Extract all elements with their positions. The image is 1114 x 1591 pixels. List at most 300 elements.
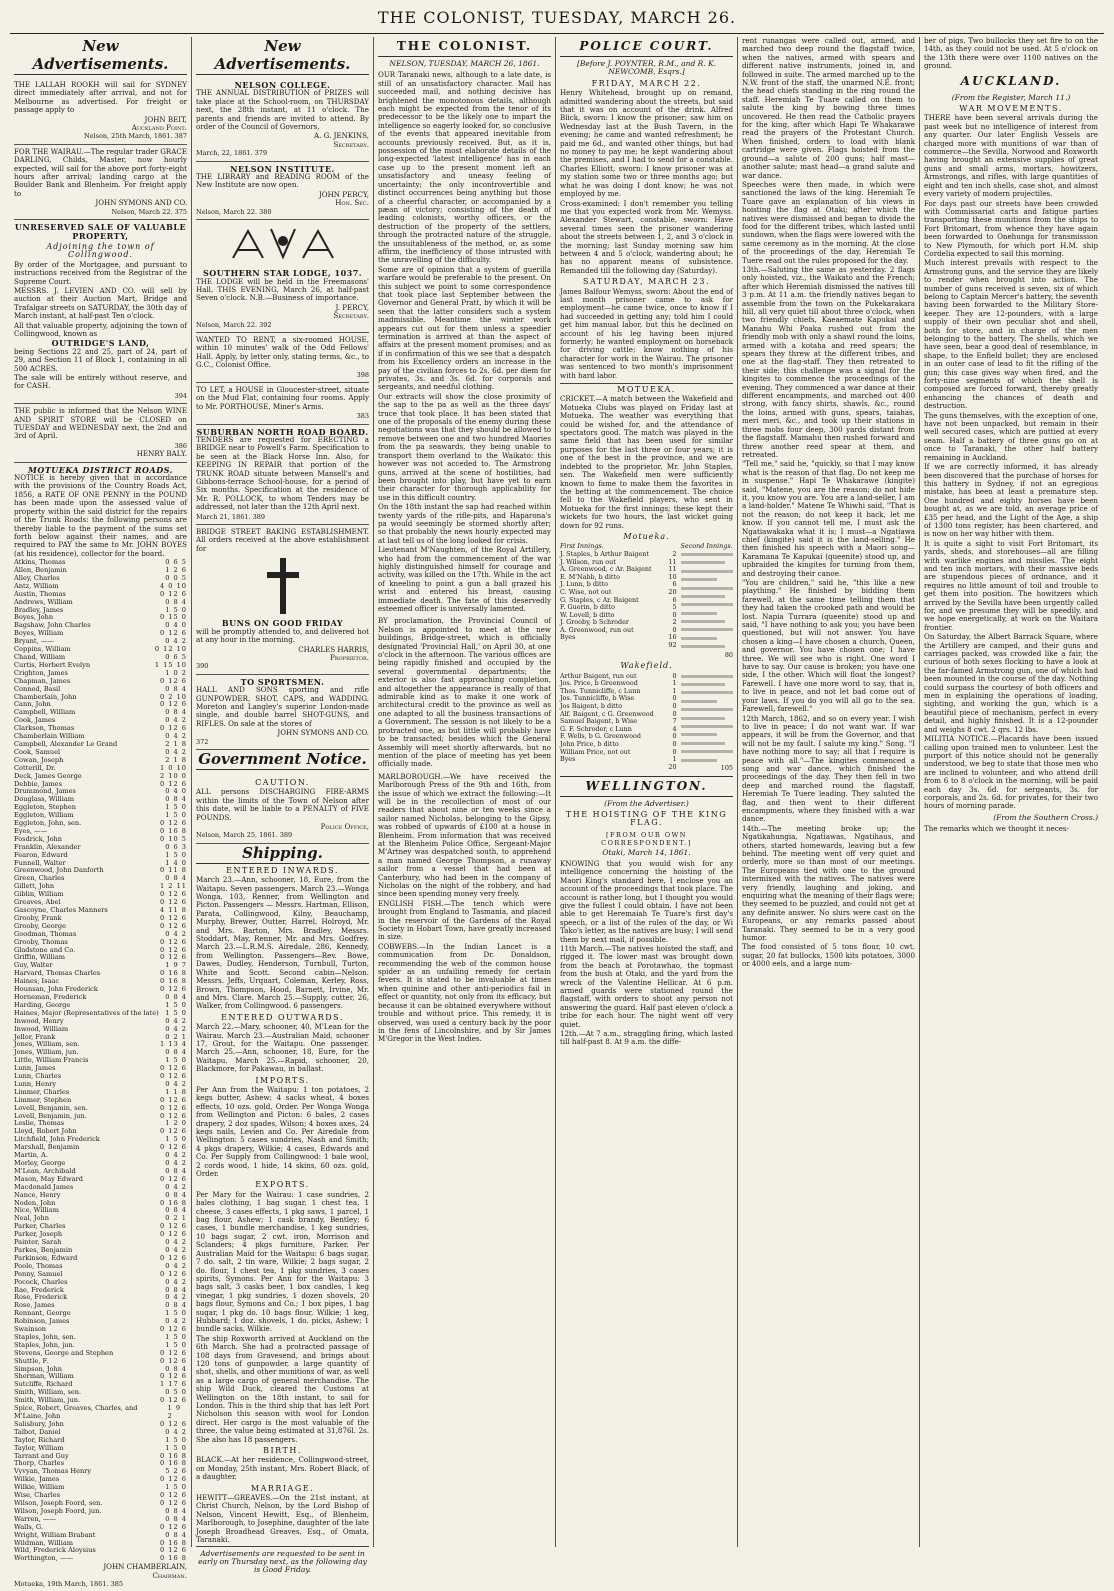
scorecard-row [560,749,677,757]
batsman: W. Lovell, b ditto [560,610,615,619]
rate-entry-amount: 0 5 0 [165,1388,187,1397]
rate-entry-amount: 0 4 2 [165,1016,187,1025]
batsman: J. Staples, b Arthur Baigent [560,549,649,558]
birth-heading: BIRTH. [263,1446,302,1456]
rate-entry-name: Penny, Samuel [14,1269,63,1278]
rate-entry-amount: 0 8 4 [165,1048,187,1057]
rate-entry-amount: 1 5 0 [165,803,187,812]
ad-reference: Nelson, 25th March, 1861. 387 [84,132,187,141]
batsman: Jos. Tunnicliffe, b Wise [560,694,635,703]
ad-subtitle: Adjoining the town of Collingwood. [46,241,155,260]
ad-reference: 394 [174,391,187,400]
rate-list [14,559,187,1563]
rate-entry-amount: 0 4 2 [165,1182,187,1191]
rate-entry-name: Wilson, Joseph Foord, jun. [14,1506,102,1515]
rate-entry-amount: 0 4 2 [165,1427,187,1436]
rate-entry-name: Inwood, William [14,1024,69,1033]
shipping-note: The ship Roxworth arrived at Auckland on the 6th March. She had a protracted passage of 108 days from Gravesend, and brings about 120 tons of gunpowder, a large quantity of shot, shells, and other munitions of war, as well as a large cargo of general merchandise. The ship Wild Duck, cleared the Customs at Wellington on the 18th instant, to sail for London. This is the third ship that has left Port Nicholson this season with wool for London direct. Her cargo is the most valuable of the three, the value being estimated at 31,876l. 2s. She also has 18 passengers. [196,1333,369,1444]
rate-entry-name: Fosdrick, John [14,834,63,843]
rate-entry-name: Crighton, James [14,668,68,677]
scorecard-row [560,627,677,635]
rate-entry-amount: 1 5 0 [165,811,187,820]
rate-entry-amount: 0 12 6 [160,1064,187,1073]
runs: 0 [672,694,677,703]
court-day-heading: FRIDAY, MARCH 22. [591,78,702,88]
scorecard-innings-label: Second Innings. [680,542,733,551]
rate-entry-name: Jones, William, jun. [14,1048,79,1057]
rate-entry-name: Clarkson, Thomas [14,724,75,733]
runs: 0 [672,625,677,634]
cross-icon [196,556,369,616]
rate-entry-name: Mason, May Edward [14,1174,83,1183]
rate-entry-amount: 0 4 2 [165,1261,187,1270]
rate-entry-name: Giblin, William [14,890,64,899]
section-heading-shipping: Shipping. [196,844,369,864]
rate-entry-name: Thorp, Charles [14,1459,64,1468]
advertisement-notice: Advertisements are requested to be sent in early on Thursday next, as the following day is Good Friday. [196,1546,369,1575]
rate-entry-name: Taylor, William [14,1443,64,1452]
section-heading-new-advertisements: New Advertisements. [14,37,187,75]
rate-entry-name: Neal, John [14,1214,50,1223]
rate-entry-amount: 1 5 0 [165,850,187,859]
article-paragraph: Much interest prevails with respect to the Armstrong guns, and the service they are likely to render when brought into action. The number of guns received is seven, six of which belong to Captain Mercer's battery, the seventh having been forwarded to the Military Store-keeper. They are 12-pounders, with a large supply of their own peculiar shot and shell, both for store, and in charge of the men belonging to the battery. The shells, which we have seen, bear a good deal of resemblance, in shape, to the Enfield bullet; they are enclosed in an outer case of lead to fit the rifling of the gun; this case gives way when fired, and the forty-nine segments of which the shell is composed are forced forward, thereby greatly enhancing the chances of death and destruction. [924,258,1098,411]
rate-entry-amount: 0 4 2 [165,732,187,741]
shipping-outwards-heading: ENTERED OUTWARDS. [221,1012,344,1022]
ad-title: UNRESERVED SALE OF VALUABLE PROPERTY, [14,222,187,241]
exports-text: Per Mary for the Wairau: 1 case sundries, 2 bales clothing, 1 bag sugar, 1 chest tea, 1 cheese, 3 cases effects, 1 pkg saws, 1 parcel, 1 bag flour, Ashew; 1 cask brandy, Bentley; 6 cases, 1 bundle merchandise, 1 keg sundries, 10 bags sugar, 2 cwt. iron, Morrison and Sclanders; 4 pkgs furniture, Parker. Per Australian Maid for the Waitapu: 6 bags sugar, 7 do. salt, 2 tin ware, Wilkie; 2 bags sugar, 2 do. flour, 1 chest tea, 1 pkg sundries, 3 cases spirits, Symons. Per Ann for the Waitapu: 3 bags salt, 3 casks beer, 1 box candles, 1 keg vinegar, 1 pkg sundries, 1 dozen shovels, 20 bags flour, Symons and Co.; 1 box pipes, 1 bag sugar, 1 pkg do. 10 bags flour, Wilkie; 1 keg, Hubbard; 1 doz. shovels, 1 do. picks, Ashew; 1 bundle sacks, Wilkie. [196,1189,369,1334]
rate-entry-amount: 0 12 6 [160,1174,187,1183]
rate-entry-amount: 0 4 2 [165,1079,187,1088]
scorecard-team-motueka: Motueka. [623,531,670,541]
rate-entry-name: Painter, Sarah [14,1238,62,1247]
rate-entry-amount: 0 4 2 [165,1277,187,1286]
scorecard-total: 20 [668,762,677,771]
rate-entry-amount: 0 12 6 [160,937,187,946]
ad-text: The sale will be entirely without reserve, and for CASH. [14,373,187,391]
rate-entry-amount: 1 9 2 [167,1404,182,1420]
rate-entry-amount: 0 12 6 [160,724,187,733]
notice-text: ALL persons DISCHARGING FIRE-ARMS within the limits of the Town of Nelson after this date, will be liable to a PENALTY of FIVE POUNDS. [196,787,369,822]
notice-reference: Nelson, March 25, 1861. 389 [196,831,293,840]
king-flag-heading: THE HOISTING OF THE KING FLAG. [565,809,728,828]
rate-entry-name: Grooby, George [14,921,67,930]
rate-entry-name: Cann, John [14,700,51,709]
editorial-paragraph: Some are of opinion that a system of guerilla warfare would be preferable to the present. On this subject we point to some correspondence that took place last September between the Governor and General Pratt, by which it will be seen that the latter considers such a system inadmissible. Meantime the winter work appears cut out for them unless a speedier termination is arrived at than the aspect of affairs at the present moment promises; and as if in confirmation of this we see that a despatch from his Excellency orders an increase in the pay of the civilian forces to 2s. 6d. per diem for privates, 3s. and 3s. 6d. for corporals and sergeants, and needful clothing. [378,264,551,392]
paper-title: THE COLONIST, TUESDAY, MARCH 26. [377,8,737,27]
column-6 [920,37,1102,1547]
article-paragraph: On Saturday, the Albert Barrack Square, where the Artillery are camped, and their guns and carriages packed, was crowded like a fair, the curious of both sexes flocking to have a look at the far-famed Armstrong gun, one of which had been mounted in the course of the day. Nothing could surpass the courtesy of both officers and men in explaining the operations of loading, sighting, and working the gun, which is a beautiful piece of mechanism, perfect in every detail, and highly finished. It is a 12-pounder and weighs 8 cwt. 2 qrs. 12 lbs. [924,632,1098,734]
rate-entry-name: Austin, Thomas [14,589,66,598]
rate-entry-amount: 0 8 4 [165,795,187,804]
rate-entry-name: Lovell, Benjamin, jun. [14,1111,87,1120]
masonic-emblem-icon [196,223,369,263]
rate-entry-amount: 0 4 2 [165,1159,187,1167]
runs: 0 [672,610,677,619]
rate-entry-name: Goodman, Thomas [14,929,77,938]
rate-entry-amount: 0 2 1 [165,1032,187,1041]
rate-entry-name: Robinson, James [14,1317,70,1326]
rate-entry-name: Eggleton, William [14,811,74,820]
columns [10,36,1104,1589]
ad-text: BRIDGE STREET BAKING ESTABLISHMENT. All orders received at the above establishment for [196,527,369,553]
rate-entry-amount: 0 12 6 [160,921,187,930]
rate-entry-amount: 0 12 6 [160,1396,187,1405]
batsman: F. Guerin, b ditto [560,603,616,612]
rate-entry-name: Lloyd, Robert John [14,1127,77,1136]
ad-reference: 386 [174,441,187,450]
ad-title: TO SPORTSMEN. [240,676,325,687]
rate-entry-amount: 0 12 6 [160,1356,187,1365]
rate-entry-amount: 1 5 0 [165,1008,187,1017]
rate-entry-amount: 2 10 0 [160,771,187,780]
rate-entry-amount: 1 0 2 [165,668,187,677]
ad-reference: Nelson, March 22. 380 [196,207,272,216]
shipping-outwards-text: March 22.—Mary, schooner, 40, M'Lean for the Wairau. March 23.—Australian Maid, schooner 17, Grout, for the Waitapu. One passenger. March 25.—Ann, schooner, 18, Eure, for the Waitapu. March 25.—Rapid, schooner, 20, Blackmore, for Pakawau, in ballast. [196,1022,369,1074]
rate-entry-name: Taylor, Richard [14,1435,65,1444]
rate-entry-amount: 0 4 2 [165,716,187,725]
article-paragraph: Speeches were then made, in which were sanctioned the laws of the king. Heremiah Te Tuare gave an explanation of his views in hoisting the flag at Otaki; after which the natives were dismissed and began to divide the food for the different tribes, which lasted until sundown, when the flags were lowered with the same ceremony as in the morning. At the close of the proceedings of the day, Heremiah Te Tuere read out the rules proposed for the day. [742,179,915,265]
rate-entry-amount: 0 12 6 [160,953,187,962]
rate-entry-amount: 0 16 8 [160,1459,187,1468]
dateline: Otaki, March 14, 1861. [602,847,691,857]
rate-entry-amount: 1 2 6 [165,566,187,575]
rate-entry-name: Chapman, James [14,676,71,685]
column-4 [556,37,738,1547]
rate-entry-amount: 0 12 6 [160,676,187,685]
rate-entry-name: Griffin, William [14,953,66,962]
ad-bakery [196,525,369,675]
rate-entry-amount: 1 4 0 [165,858,187,867]
scorecard-total: 105 [720,763,733,772]
rate-entry-amount: 0 4 2 [165,1245,187,1254]
rate-entry-amount: 0 4 0 [165,787,187,796]
rate-entry-amount: 0 16 8 [160,1451,187,1460]
rate-entry-amount: 0 8 4 [165,684,187,693]
ad-signature: JOHN BEIT, [144,114,187,124]
ad-reference: March 21, 1861. 389 [196,512,266,521]
rate-entry-amount: 0 12 6 [160,1348,187,1357]
editorial-paragraph: COBWEBS.—In the Indian Lancet is a communication from Dr. Donaldson, recommending the web of the common house spider as an unfailing remedy for certain fevers. It is stated to be invaluable at times when quinine and other anti-periodics fail in effect or quantity, not only from its efficacy, but because it can be obtained everywhere without trouble and without price. This remedy, it is observed, was used a century back by the poor in the fens of Lincolnshire, and by Sir James M'Gregor in the West Indies. [378,941,551,1044]
ad-signature: HENRY BALY. [136,449,187,459]
rate-entry-name: Gillett, John [14,882,55,891]
rate-entry-name: Nice, William [14,1206,59,1215]
column-5 [738,37,920,1547]
rate-entry-name: Worthington, —— [14,1554,74,1563]
rate-entry-name: Hounsan, John Frederick [14,985,98,994]
ad-signature-line2: Auckland Point. [131,123,187,133]
rate-entry-name: Campbell, Alexander Le Grand [14,739,118,748]
ad-wine-store [14,404,187,462]
rate-entry-amount: 0 12 6 [160,890,187,899]
rate-entry-name: Staples, John, jun. [14,1340,75,1349]
column-1 [10,37,192,1589]
police-court-bench: [Before J. POYNTER, R.M., and R. K. NEWCOMB, Esqrs.] [576,59,717,77]
shipping-inwards-text: March 23.—Ann, schooner, 18, Eure, from the Waitapu. Seven passengers. March 23.—Wonga Wonga, 103, Renner, from Wellington and Picton. Passengers — Messrs. Hartman, Ellison, Parata, Collingwood, Kilny, Beauchamp, Murphy, Brewer, Outter, Harrel, Holroyd, Mr. and Mrs. Barton, Mrs. Bradley, Messrs. Stoddart, May, Renner, Mr. and Mrs. Godfrey. March 23.—L.R.M.S. Airedale, 286, Kennedy, from Wellington. Passengers—Rev. Bowe, Dawes, Dudley, Henderson, Turnbull, Turton, White and Scott. Second cabin—Nelson. Messrs. Jeffs, Urquart, Coleman, Kerley, Ross, Brown, Thompson, Hood, Barnett, Irvine, Mr. and Mrs. Clare. March 25.—Supply, cutter, 26, Walker, from Collingwood. 6 passengers. [196,875,370,1011]
rate-entry-name: Harvard, Thomas Charles [14,969,101,978]
rate-entry-amount: 0 8 4 [165,1530,187,1539]
rate-entry-amount: 1 2 0 [165,1119,187,1128]
article-paragraph: MILITIA NOTICE.—Placards have been issued calling upon trained men to volunteer. Lest the purport of this notice should not be generally understood, we beg to state that those men who are inclined to volunteer, and who attend drill from 6 to 8 o'clock in the morning, will be paid each day 3s. 6d. for sergeants, 3s. for corporals, and 2s. 6d. for privates, for their two hours of morning parade. [924,734,1099,811]
ad-signature-line2: Proprietor. [330,652,369,662]
rate-entry-amount: 0 12 6 [160,1419,187,1428]
article-paragraph: "You are children," said he, "this like a new plaything." He finished by bidding them farewell, at the same time telling them that they had taken the crooked path and would be lost. Napia Turrara (queenite) stood up and said, "I have nothing to ask you; you have been questioned, but will not answer. You have chosen a king—I have chosen a church, Queen, and governor. You have chosen one; I have three. We will see who is right. One word I have to say. Our cause is broken; you have one side, I the other. Which will float the longest? Farewell. I have one more word to say, that is, to live in peace, and not let bad come out of your laws. If you do you will all go to the sea. Farewell, farewell." [742,578,915,714]
batsman: Jos Baigent, b ditto [560,702,623,710]
rate-entry-amount: 1 5 0 [165,1332,187,1341]
article-paragraph: 12th.—At 7 a.m., straggling firing, which lasted till half-past 8. At 9 a.m. the diffe- [560,1029,733,1047]
rate-entry-amount: 0 4 2 [165,929,187,938]
rate-entry-name: Parker, Charles [14,1222,66,1231]
ad-signature-line2: Secretary. [333,139,369,149]
rate-entry-amount: 0 12 6 [160,1103,187,1112]
rate-entry-amount: 0 12 6 [160,779,187,788]
editorial-paragraph: ENGLISH FISH.—The tench which were brought from England to Tasmania, and placed in the reservoir of the Gardens of the Royal Society in Hobart Town, have greatly increased in size. [378,898,551,942]
auckland-source: (From the Register, March 11.) [951,92,1071,102]
article-paragraph: 12th March, 1862, and so on every year. I wish to live in peace; I do not want war. If war appears, it will be from the Governor, and that will not be my fault. I salute my king." Song. "I have nothing more to say; all that I require is peace with all."—The kingites commenced a song and war dance, which finished the proceedings of the day. They then fell in two deep and marched round the flagstaff, Heremiah Te Tuere leading. They saluted the flag, and then went to their different encampments, where they finished with a war dance. [742,713,915,824]
cricket-paragraph: CRICKET.—A match between the Wakefield and Motueka Clubs was played on Friday last at Motueka. The weather was everything that could be wished for, and the attendance of spectators good. The match was played in the same field that has been used for similar purposes for the last three or four years; it is one of the best in the province, and we are indebted to the proprietor, Mr. John Staples, sen. The Wakefield men were sufficiently known to fame to make them the favorites in the betting at the commencement. The choice fell to the Wakefield players, who sent in Motueka for the first innings; these kept their wickets for two hours, the last wicket going down for 92 runs. [560,394,733,530]
rate-entry-amount: 1 15 10 [154,660,187,669]
masthead [10,8,1104,34]
rate-entry-name: Chand, William [14,653,66,661]
rate-entry-name: Allen, Benjamin [14,566,67,575]
rate-entry-name: Staples, John, sen. [14,1332,76,1341]
court-day-heading: SATURDAY, MARCH 23. [583,277,710,287]
ad-wairau [14,145,187,220]
ad-reference: 383 [356,412,369,421]
rate-entry-name: Wright, William Brabant [14,1530,96,1539]
rate-entry-name: Salisbury, John [14,1419,64,1428]
rate-entry-amount: 0 12 6 [160,945,187,954]
rate-entry-name: Walls, G. [14,1522,44,1531]
scorecard-row [560,634,677,642]
article-paragraph: For days past our streets have been crowded with Commissariat carts and fatigue parties transporting these munitions from the ships to Fort Britomart, from whence they have again been forwarded to Onehunga for transmission to New Plymouth, for which port H.M. ship Cordelia expected to sail this morning. [924,198,1098,258]
rate-entry-amount: 0 8 4 [165,1514,187,1523]
rate-entry-name: Wilkie, James [14,1475,60,1484]
rate-entry-amount: 0 12 6 [160,1546,187,1555]
ad-signature: A. G. JENKINS, [314,131,369,141]
editorial-heading: THE COLONIST. [378,37,551,57]
batsman: Byes [560,755,576,764]
rate-entry-amount: 0 8 4 [165,1506,187,1515]
rate-entry-name: Alley, Charles [14,573,60,582]
rate-entry-amount: 1 5 0 [165,605,187,614]
rate-entry-amount: 0 8 4 [165,1190,187,1199]
rate-entry-amount: 0 12 6 [160,589,187,598]
rate-entry-name: Limmer, Stephen [14,1095,72,1104]
ad-signature: JOHN SYMONS AND CO. [95,198,187,208]
runs: 2 [672,618,677,627]
shipping-inwards-heading: ENTERED INWARDS. [226,865,339,875]
rate-entry-name: Chamberlain, John [14,692,77,701]
rate-entry-amount: 0 8 4 [165,1364,187,1373]
ad-text: WANTED TO RENT, a six-roomed HOUSE, within 10 minutes' walk of the Odd Fellows' Hall. Apply, by letter only, stating terms, &c., to G.C., Colonist Office. [196,334,369,370]
runs: 11 [668,565,677,574]
rate-entry-name: Jellor, Frank [14,1032,56,1041]
rate-entry-amount: 2 1 8 [165,739,187,748]
rate-entry-amount: 1 17 6 [160,1380,187,1389]
runs: 0 [672,747,677,756]
rate-entry-amount: 1 5 0 [165,1483,187,1492]
editorial-paragraph: Our extracts will show the close proximity of the sap to the pa as well as the three days' truce that took place. It has been stated that one of the proposals of the enemy during these negotiations was that they should be allowed to remove between one and two hundred Maories from the pa seawards, they being unable to transport them overland to the Waikato: this however was not acceded to. The Armstrong guns, arrived at the scene of hostilities, had been brought into play, but have yet to earn their character for thorough applicability for use in this difficult country. [378,391,551,502]
runs: 20 [668,587,677,596]
rate-entry-amount: 1 5 0 [165,1000,187,1009]
batsman: J. Wilson, run out [560,557,616,566]
rate-entry-name: Campbell, William [14,708,76,717]
rate-entry-amount: 0 12 6 [160,913,187,922]
scorecard-innings [560,673,677,764]
editorial-paragraph: MARLBOROUGH.—We have received the Marlborough Press of the 9th and 16th, from the issue of which we extract the following:—It will be in the recollection of most of our readers that about nine or ten weeks since a sailor named Nicholas, belonging to the Gipsy, was robbed of upwards of £100 at a house in Blenheim. From information that was received at the Blenheim Police Office, Sergeant-Major M'Artney was despatched south, to apprehend a man named George Thompson, a runaway sailor from a vessel that had been at Canterbury, who had been in the company of Nicholas on the night of the robbery, and had since been spending money very freely. [378,771,551,899]
rate-entry-amount: 2 1 8 [165,755,187,764]
rate-entry-amount: 0 8 4 [165,1206,187,1215]
rate-entry-amount: 0 12 6 [160,1222,187,1231]
ad-signature: JOHN SYMONS AND CO. [277,728,369,738]
article-paragraph: The remarks which we thought it neces- [924,824,1069,834]
rate-entry-amount: 0 16 8 [160,1198,187,1207]
rate-entry-name: Rennant, George [14,1309,71,1318]
ad-reference: Nelson, March 22. 375 [111,207,187,216]
rate-entry-amount: 4 11 8 [160,906,187,914]
rate-entry-name: Harding, George [14,1000,71,1009]
rate-entry-name: Bradley, James [14,605,64,614]
ad-text: THE ANNUAL DISTRIBUTION of PRIZES will take place at the School-room, on THURSDAY next, the 28th instant, at 11 o'clock. The parents and friends are invited to attend. By order of the Council of Governors, [196,88,369,132]
birth-text: BLACK.—At her residence, Collingwood-street, on Monday, 25th instant, Mrs. Robert Black, of a daughter. [196,1455,369,1482]
rate-entry-amount: 0 12 6 [160,1269,187,1278]
rate-entry-name: Bagshaw, John Charles [14,621,91,630]
ad-text: THE LODGE will be held in the Freemasons' Hall, THIS EVENING, March 26, at half-past Seven o'clock. N.B.—Business of importance. [196,276,369,303]
rate-entry-name: Gladstone and Co. [14,945,76,954]
rate-entry-name: Wild, Frederick Aloysius [14,1546,96,1555]
rate-entry-name: Coppins, William [14,645,71,654]
runs: 0 [672,702,677,710]
ad-signature: JOHN CHAMBERLAIN, [103,1562,187,1572]
rate-entry-name: Curtis, Herbert Evelyn [14,660,91,669]
batsman: Jos. Price, b Greenwood [560,679,638,688]
rate-entry-name: Jones, William, sen. [14,1040,80,1049]
rate-entry-name: Douglass, William [14,795,75,804]
rate-entry-name: Stevens, George and Stephen [14,1348,114,1357]
rate-entry-name: Eggleton, John, sen. [14,819,82,828]
rate-entry-name: Vyvyan, Thomas Henry [14,1467,92,1476]
rate-entry-name: Horneman, Frederick [14,992,87,1001]
rate-entry-amount: 0 8 4 [165,1166,187,1175]
runs: 5 [672,603,677,612]
scorecard-row [560,756,677,764]
ad-suburban-road-board [196,425,369,525]
rate-entry-name: Conned, Basil [14,684,61,693]
batsman: Thos. Tunnicliffe, c Lunn [560,686,641,695]
rate-entry-name: Little, William Francis [14,1056,89,1065]
court-paragraph: Henry Whitehead, brought up on remand, admitted wandering about the streets, but said that it was on account of the drink. Alfred Blick, sworn: I know the prisoner; saw him on Wednesday last at the Bush Tavern, in the evening; he came and wanted refreshment; he paid me 6d., and wanted other things, but had no money to pay me; he kept wandering about the premises, and I had to send for a constable. Charles Elliott, sworn: I know prisoner was at my station some two or three months ago; but what he was doing I dont know; he was not employed by me. [560,88,733,199]
rate-entry-name: Wildman, William [14,1538,74,1547]
rate-entry-name: Noden, John [14,1198,56,1207]
rate-entry-amount: 0 10 5 [160,834,187,843]
batsman: E. M'Nabb, b ditto [560,572,620,581]
war-movements-heading: WAR MOVEMENTS. [959,104,1063,114]
batsman: John Price, b ditto [560,739,619,748]
ad-signature-line2: Hon. Sec. [335,198,369,208]
rate-entry-name: Eggleton, Stephen [14,803,77,812]
section-heading-new-advertisements: New Advertisements. [196,37,369,75]
rate-entry-name: Sutcliffe, Richard [14,1380,73,1389]
rate-entry-amount: 0 11 8 [160,866,187,875]
rate-entry-name: Parkes, Benjamin [14,1245,73,1254]
rate-entry-name: Wilson, Joseph Foord, sen. [14,1498,103,1507]
rate-entry-name: Andrews, William [14,597,73,606]
rate-entry-amount: 0 8 4 [165,874,187,883]
batsman: Alf. Baigent, c G. Greenwood [560,709,654,718]
rate-entry-name: Lunn, Henry [14,1079,57,1088]
rate-entry-name: Franklin, Alexander [14,842,81,851]
batsman: J. Lunn, b ditto [560,580,609,589]
rate-entry-amount: 0 6 5 [165,653,187,661]
ad-lallah-rookh [14,78,187,145]
runs: 0 [672,739,677,748]
column-2 [192,37,374,1575]
rate-entry-name: Guy, Walter [14,961,53,970]
rate-entry-amount: 0 12 6 [160,985,187,994]
runs: 6 [672,580,677,589]
article-paragraph: THERE have been several arrivals during the past week but no intelligence of interest from any quarter. Our later English Vessels are charged more with munitions of war than of commerce—the Sevilla, Norwood and Roxworth having brought an extensive supplies of great guns and small arms, mortars, howitzers, Armstrongs, and rifles, with large quantities of eight and ten inch shells, case shot, and almost every variety of modern projectiles. [924,113,1098,199]
rate-entry-name: Antz, William [14,581,59,590]
rate-entry-name: Litchfield, John Frederick [14,1135,100,1144]
rate-entry-amount: 0 12 6 [160,1522,187,1531]
runs: 2 [672,549,677,558]
rate-entry-amount: 0 16 8 [160,977,187,986]
ad-title: SUBURBAN NORTH ROAD BOARD. [196,426,369,437]
runs: 0 [672,709,677,718]
rate-entry-amount: 0 12 6 [160,1095,187,1104]
rate-entry-name: Parkinson, Edward [14,1253,78,1262]
batsman: William Price, not out [560,747,631,756]
ad-reference: 372 [196,737,209,746]
ad-nelson-institute [196,162,369,220]
rate-entry-amount: 0 8 4 [165,992,187,1001]
rate-entry-amount: 5 2 6 [165,1467,187,1476]
notice-caution [196,773,369,844]
article-paragraph: 11th March.—The natives hoisted the staff, and rigged it. The lower mast was brought down from the beach at Porotawhao, the topmast from the bush at Otaki, and the yard from the wreck of the Valentine Hellicar. At 6 p.m. armed guards were stationed round the flagstaff, with orders to shoot any person not answering the guard. Half past eleven o'clock a tribe for each hour. The night went off very quiet. [560,944,733,1029]
rate-entry-name: Inwood, Henry [14,1016,64,1025]
column-3 [374,37,556,1547]
rate-entry-amount: 0 12 6 [160,1491,187,1500]
rate-entry-name: Lovell, Benjamin, sen. [14,1103,88,1112]
rate-entry-name: Morley, George [14,1159,66,1167]
batsman: C. Wise, not out [560,587,612,596]
ad-text: being Sections 22 and 25, part of 24, part of 29, and Section 11 of Block 1, containing in all 500 ACRES. [14,346,187,373]
motueka-heading: MOTUEKA. [560,383,733,394]
rate-entry-amount: 1 2 11 [160,882,187,891]
rate-entry-amount: 0 12 6 [160,1475,187,1484]
ad-reference: March, 22, 1861. 379 [196,149,268,158]
scorecard-wakefield [560,673,733,773]
editorial-paragraph: On the 18th instant the sap had reached within twenty yards of the rifle-pits, and Haparona's pa would seemingly be stormed shortly after; so that probably the news hourly expected may at last tell us of the long looked for crisis. [378,502,551,545]
notice-signature: Police Office, [320,822,369,831]
ad-text: THE public is informed that the Nelson WINE AND SPIRIT STORE will be CLOSED on TUESDAY and WEDNESDAY next, the 2nd and 3rd of April. [14,406,187,441]
rate-entry-name: Deck, James George [14,771,82,780]
rate-entry-amount: 0 12 6 [160,1372,187,1381]
rate-entry-amount: 0 4 2 [165,747,187,756]
rate-entry-amount: 1 5 0 [165,1056,187,1065]
rate-entry-name: Wilkie, William [14,1483,65,1492]
article-paragraph: 14th.—The meeting broke up; the Ngatikahungia, Ngatiawas, Ngatihaus, and others, started homewards, leaving but a few behind. The meeting went off very quiet and orderly, more so than most of our meetings. The Europeans tied with one to the ground intermixed with the natives. The natives were very friendly, laughing and joking, and enquiring what the meaning of their flags were; they seemed to be puzzled, and could not get at any definite answer. No slurs were cast on the Europeans, or any remarks passed about Taranaki. They seemed to be in a very good humor. [742,823,915,943]
auckland-heading: AUCKLAND. [960,73,1062,88]
marriage-heading: MARRIAGE. [250,1483,315,1493]
rate-entry-amount: 1 5 0 [165,1443,187,1452]
batsman: Samuel Baigent, b Wise [560,717,638,726]
rate-entry-amount: 0 12 6 [160,629,187,638]
batsman: J. Grooby, b Schroder [560,618,629,627]
imports-heading: IMPORTS. [255,1075,310,1085]
rate-entry-amount: 0 8 4 [165,597,187,606]
rate-entry-name: Greenwood, John Danforth [14,866,104,875]
